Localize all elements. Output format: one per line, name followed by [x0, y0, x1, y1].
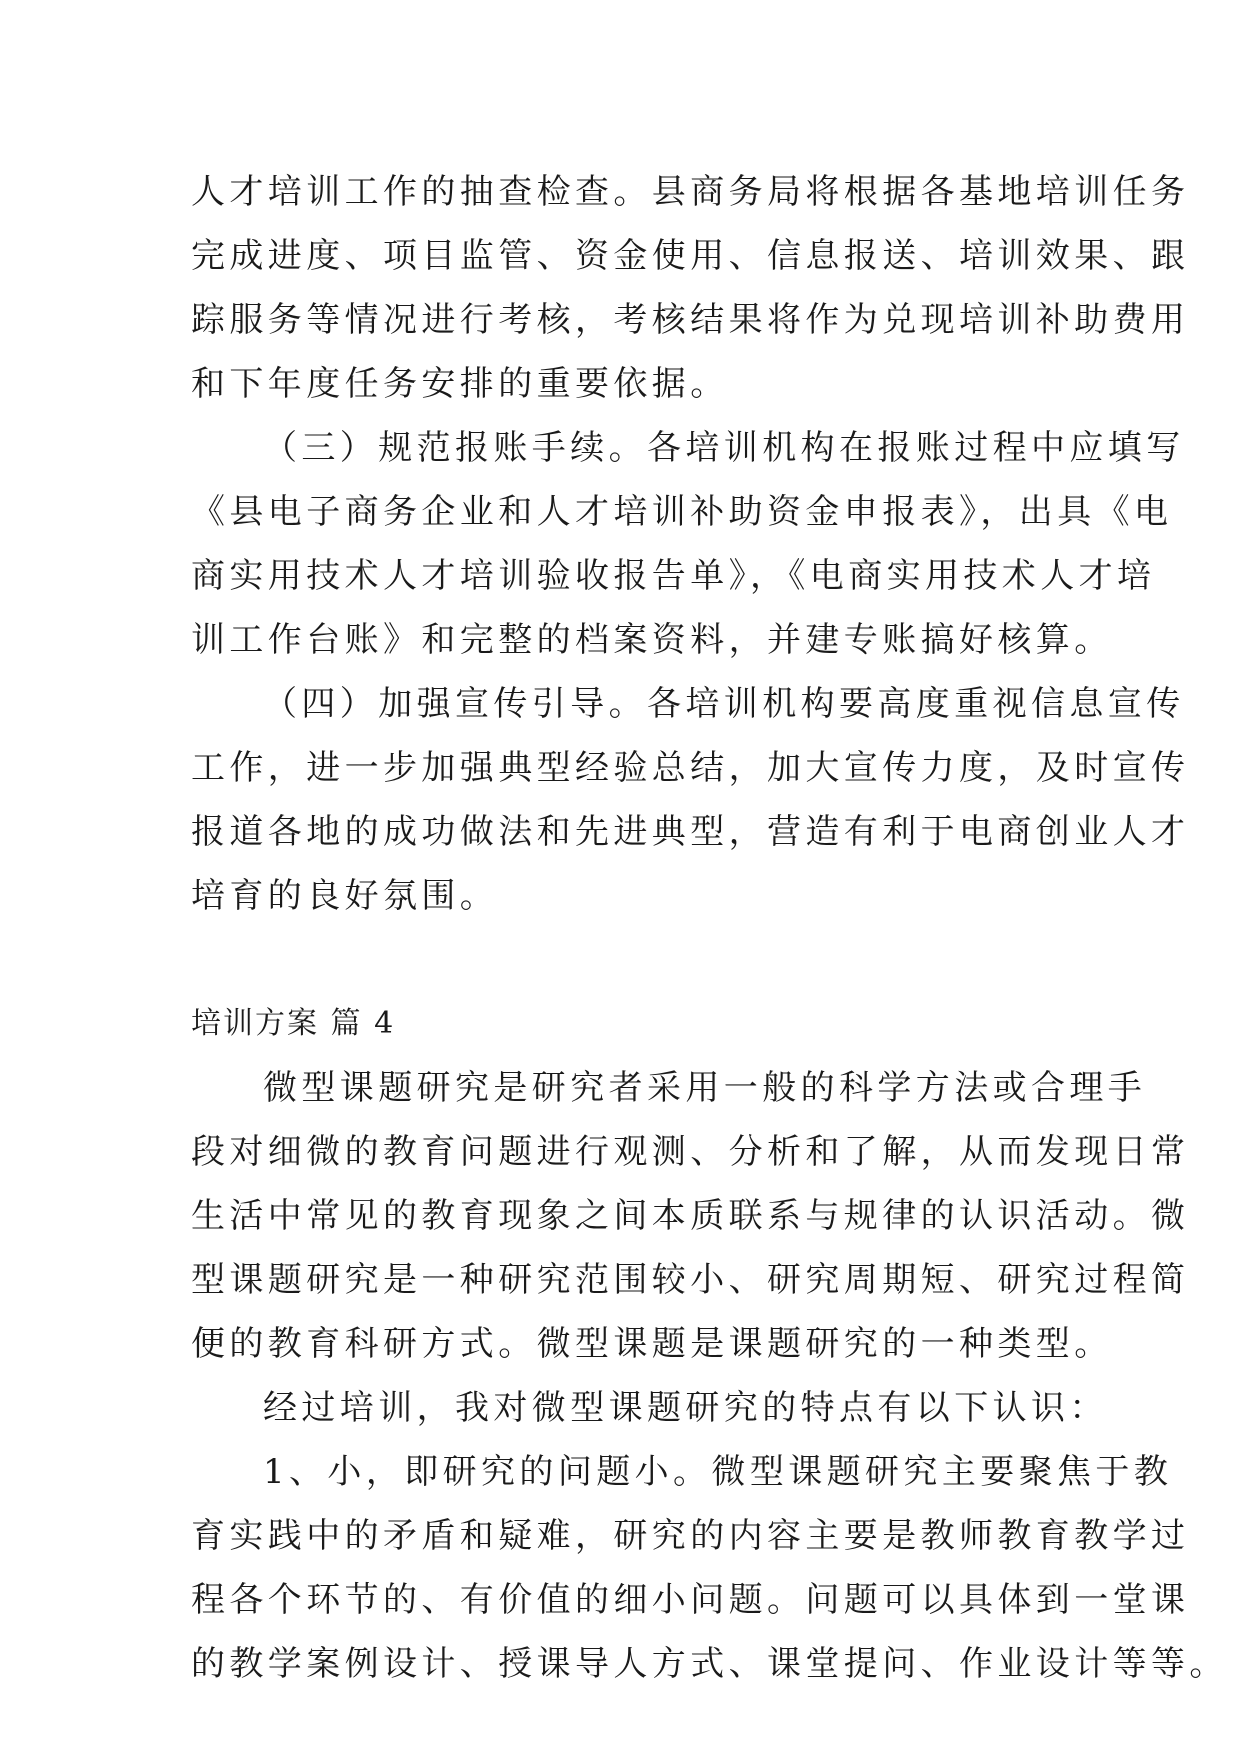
text-line: 经过培训，我对微型课题研究的特点有以下认识： [263, 1388, 1108, 1428]
paragraph-point-1 [191, 1440, 1228, 1696]
section-spacer [191, 928, 1051, 992]
text-line: 踪服务等情况进行考核，考核结果将作为兑现培训补助费用 [191, 300, 1190, 340]
text-line: 和下年度任务安排的重要依据。 [191, 364, 729, 404]
text-line: 育实践中的矛盾和疑难，研究的内容主要是教师教育教学过 [191, 1516, 1190, 1556]
text-line: 商实用技术人才培训验收报告单》，《电商实用技术人才培 [191, 556, 1156, 596]
text-line: 段对细微的教育问题进行观测、分析和了解，从而发现日常 [191, 1132, 1190, 1172]
text-line: 训工作台账》和完整的档案资料，并建专账搞好核算。 [191, 620, 1113, 660]
text-line: 培育的良好氛围。 [191, 876, 499, 916]
text-line: 完成进度、项目监管、资金使用、信息报送、培训效果、跟 [191, 236, 1190, 276]
text-line: 型课题研究是一种研究范围较小、研究周期短、研究过程简 [191, 1260, 1190, 1300]
text-line: 便的教育科研方式。微型课题是课题研究的一种类型。 [191, 1324, 1113, 1364]
text-line: 报道各地的成功做法和先进典型，营造有利于电商创业人才 [191, 812, 1190, 852]
text-line: （三）规范报账手续。各培训机构在报账过程中应填写 [263, 428, 1185, 468]
text-line: 生活中常见的教育现象之间本质联系与规律的认识活动。微 [191, 1196, 1190, 1236]
document-page [191, 160, 1228, 1696]
paragraph-assessment [191, 160, 1190, 416]
text-line: 微型课题研究是研究者采用一般的科学方法或合理手 [263, 1068, 1147, 1108]
text-line: 《县电子商务企业和人才培训补助资金申报表》，出具《电 [191, 492, 1173, 532]
text-line: （四）加强宣传引导。各培训机构要高度重视信息宣传 [263, 684, 1185, 724]
section-title: 培训方案 篇 4 [191, 1006, 396, 1041]
text-line: 的教学案例设计、授课导人方式、课堂提问、作业设计等等。 [191, 1644, 1228, 1684]
text-line: 工作，进一步加强典型经验总结，加大宣传力度，及时宣传 [191, 748, 1190, 788]
paragraph-reimbursement [191, 416, 1185, 672]
text-line: 1、小，即研究的问题小。微型课题研究主要聚焦于教 [263, 1452, 1173, 1492]
text-line: 人才培训工作的抽查检查。县商务局将根据各基地培训任务 [191, 172, 1190, 212]
text-line: 程各个环节的、有价值的细小问题。问题可以具体到一堂课 [191, 1580, 1190, 1620]
paragraph-intro [191, 1376, 1108, 1440]
paragraph-publicity [191, 672, 1190, 928]
paragraph-definition [191, 1056, 1190, 1376]
